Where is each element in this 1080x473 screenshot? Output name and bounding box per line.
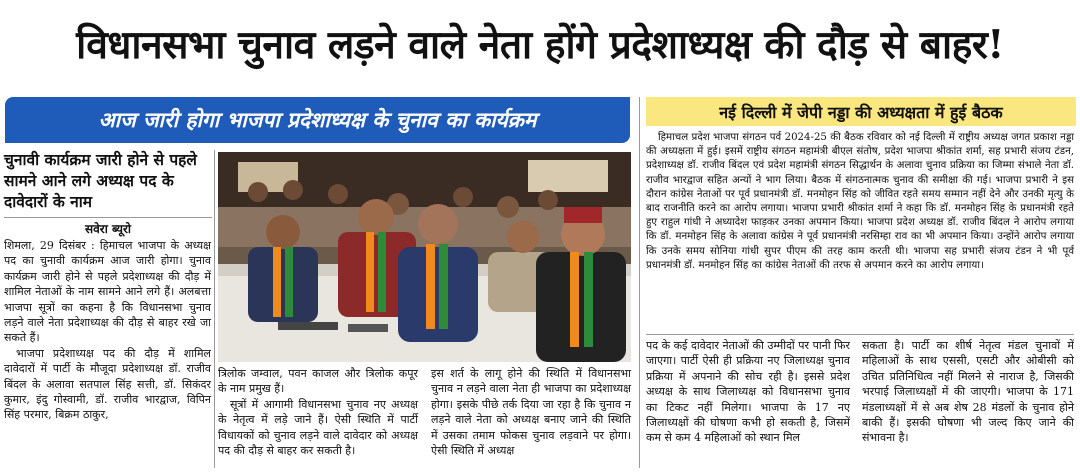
subheadline-banner: आज जारी होगा भाजपा प्रदेशाध्यक्ष के चुनाव का कार्यक्रम <box>5 97 630 143</box>
main-headline: विधानसभा चुनाव लड़ने वाले नेता होंगे प्रदेशाध्यक्ष की दौड़ से बाहर! <box>76 21 1004 68</box>
sidebar-story-headline: नई दिल्ली में जेपी नड्डा की अध्यक्षता में हुई बैठक <box>646 97 1076 126</box>
paragraph: शिमला, 29 दिसंबर : हिमाचल भाजपा के अध्यक्ष पद का चुनावी कार्यक्रम आज जारी होगा। चुनाव कार्यक्रम जारी होने से पहले प्रदेशाध्यक्ष की दौड़ में शामिल नेताओं के नाम सामने आने लगे हैं। अलबत्ता भाजपा सूत्रों का कहना है कि विधानसभा चुनाव लड़ने वाले नेता प्रदेशाध्यक्ष की दौड़ से बाहर रखे जा सकते हैं। <box>4 239 211 345</box>
meeting-photo <box>218 152 631 362</box>
article-column-2 <box>218 366 418 458</box>
divider <box>646 334 1074 335</box>
article-column-1 <box>4 238 211 423</box>
paragraph: सकता है। पार्टी का शीर्ष नेतृत्व मंडल चुनावों में महिलाओं के साथ एससी, एसटी और ओबीसी को उचित प्रतिनिधित्व नहीं मिलने से नाराज है, जिसकी भरपाई जिलाध्यक्षों में की जाएगी। भाजपा के 171 मंडलाध्यक्षों में से अब शेष 28 मंडलों के चुनाव होने बाकी हैं। इसकी घोषणा भी जल्द किए जाने की संभावना है। <box>862 339 1074 445</box>
paragraph: हिमाचल प्रदेश भाजपा संगठन पर्व 2024-25 की बैठक रविवार को नई दिल्ली में राष्ट्रीय अध्यक्ष जगत प्रकाश नड्डा की अध्यक्षता में हुई। इसमें राष्ट्रीय संगठन महामंत्री बीएल संतोष, प्रदेश भाजपा श्रीकांत शर्मा, सह प्रभारी संजय टंडन, प्रदेशाध्यक्ष डॉ. राजीव बिंदल एवं प्रदेश महामंत्री संगठन सिद्धार्थन के अलावा चुनाव प्रक्रिया का जिम्मा संभाले नेता डॉ. राजीव भारद्वाज सहित अन्यों ने भाग लिया। बैठक में संगठनात्मक चुनाव की समीक्षा की गई। भाजपा प्रभारी ने इस दौरान कांग्रेस नेताओं पर पूर्व प्रधानमंत्री डॉ. मनमोहन सिंह को जीवित रहते समय सम्मान नहीं देने और उनकी मृत्यु के बाद राजनीति करने का आरोप लगाया। भाजपा प्रभारी श्रीकांत शर्मा ने कहा कि डॉ. मनमोहन सिंह के प्रधानमंत्री रहते हुए राहुल गांधी ने अध्यादेश फाड़कर उनका अपमान किया। भाजपा प्रदेश अध्यक्ष डॉ. राजीव बिंदल ने आरोप लगाया कि डॉ. मनमोहन सिंह के अलावा कांग्रेस ने पूर्व प्रधानमंत्री नरसिम्हा राव का भी अपमान किया। उन्होंने आरोप लगाया कि उनके समय सोनिया गांधी सुपर पीएम की तरह काम करती थी। भाजपा सह प्रभारी संजय टंडन ने भी पूर्व प्रधानमंत्री डॉ. मनमोहन सिंह का कांग्रेस नेताओं की तरफ से अपमान करने का आरोप लगाया। <box>646 132 1074 271</box>
divider <box>4 217 212 218</box>
article-column-5 <box>862 338 1074 446</box>
paragraph: सूत्रों में आगामी विधानसभा चुनाव नए अध्यक्ष के नेतृत्व में लड़े जाने हैं। ऐसी स्थिति में पार्टी विधायकों को चुनाव लड़ने वाले दावेदार को अध्यक्ष पद की दौड़ से बाहर कर सकती है। <box>218 397 418 458</box>
paragraph: पद के कई दावेदार नेताओं की उम्मीदों पर पानी फिर जाएगा। पार्टी ऐसी ही प्रक्रिया नए जिलाध्यक्ष चुनाव प्रक्रिया में अपनाने की सोच रही है। इससे प्रदेश अध्यक्ष के साथ जिलाध्यक्ष को विधानसभा चुनाव का टिकट नहीं मिलेगा। भाजपा के 17 नए जिलाध्यक्षों की घोषणा कभी हो सकती है, जिसमें कम से कम 4 महिलाओं को स्थान मिल <box>646 339 850 445</box>
sidebar-story-body <box>646 131 1074 273</box>
paragraph: इस शर्त के लागू होने की स्थिति में विधानसभा चुनाव न लड़ने वाला नेता ही भाजपा का प्रदेशाध्यक्ष होगा। इसके पीछे तर्क दिया जा रहा है कि चुनाव न लड़ने वाले नेता को अध्यक्ष बनाए जाने की स्थिति में उसका तमाम फोकस चुनाव लड़वाने पर होगा। ऐसी स्थिति में अध्यक्ष <box>431 367 631 458</box>
byline: सवेरा ब्यूरो <box>85 222 131 236</box>
column-divider <box>214 150 215 468</box>
article-column-3 <box>431 366 631 458</box>
column-divider <box>639 97 640 468</box>
side-headline: चुनावी कार्यक्रम जारी होने से पहले सामने आने लगे अध्यक्ष पद के दावेदारों के नाम <box>4 151 197 211</box>
paragraph: त्रिलोक जम्वाल, पवन काजल और त्रिलोक कपूर के नाम प्रमुख हैं। <box>218 367 418 396</box>
article-column-4 <box>646 338 850 446</box>
paragraph: भाजपा प्रदेशाध्यक्ष पद की दौड़ में शामिल दावेदारों में पार्टी के मौजूदा प्रदेशाध्यक्ष डॉ. राजीव बिंदल के अलावा सतपाल सिंह सत्ती, डॉ. सिकंदर कुमार, इंदु गोस्वामी, डॉ. राजीव भारद्वाज, विपिन सिंह परमार, बिक्रम ठाकुर, <box>4 346 211 422</box>
